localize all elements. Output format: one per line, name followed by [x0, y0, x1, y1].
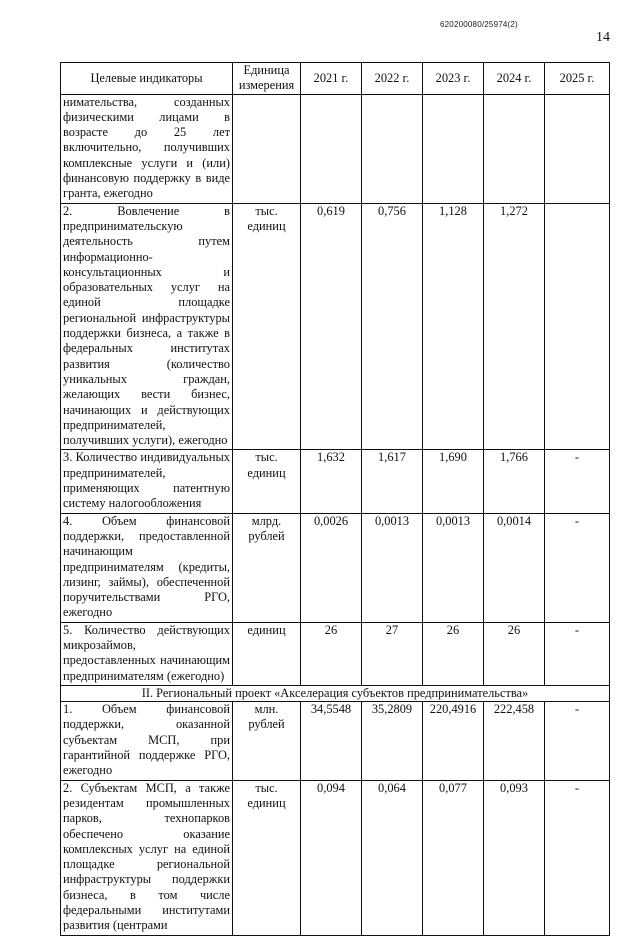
value-2025: - — [545, 622, 610, 685]
unit-cell: млрд. рублей — [233, 513, 301, 622]
table-row — [61, 203, 610, 450]
column-header-2021: 2021 г. — [301, 63, 362, 95]
table-row — [61, 622, 610, 685]
value-2025 — [545, 94, 610, 203]
column-header-2022: 2022 г. — [362, 63, 423, 95]
value-2024: 0,093 — [484, 780, 545, 935]
value-2023: 0,0013 — [423, 513, 484, 622]
indicator-cell: 4. Объем финансовой поддержки, предоставленной начинающим предпринимателям (кредиты, лизинг, займы), обеспеченной поручительствами РГО, ежегодно — [61, 513, 233, 622]
table-row — [61, 450, 610, 513]
value-2022 — [362, 94, 423, 203]
section-row — [61, 685, 610, 701]
unit-cell: тыс. единиц — [233, 450, 301, 513]
value-2025 — [545, 203, 610, 450]
unit-cell — [233, 94, 301, 203]
value-2021 — [301, 94, 362, 203]
column-header-2024: 2024 г. — [484, 63, 545, 95]
value-2022: 0,0013 — [362, 513, 423, 622]
indicator-cell: 2. Субъектам МСП, а также резидентам промышленных парков, технопарков обеспечено оказание комплексных услуг на единой площадке региональной инфраструктуры поддержки бизнеса, в том числе федеральными институтами развития (центрами — [61, 780, 233, 935]
value-2021: 1,632 — [301, 450, 362, 513]
unit-cell: тыс. единиц — [233, 780, 301, 935]
value-2023: 26 — [423, 622, 484, 685]
indicators-table — [60, 62, 610, 936]
value-2021: 26 — [301, 622, 362, 685]
value-2021: 0,0026 — [301, 513, 362, 622]
document-code: 620200080/25974(2) — [440, 20, 518, 29]
unit-cell: млн. рублей — [233, 702, 301, 780]
value-2024: 222,458 — [484, 702, 545, 780]
indicator-cell: 1. Объем финансовой поддержки, оказанной субъектам МСП, при гарантийной поддержке РГО, ежегодно — [61, 702, 233, 780]
indicator-cell: 3. Количество индивидуальных предпринимателей, применяющих патентную систему налогообложения — [61, 450, 233, 513]
value-2025: - — [545, 513, 610, 622]
indicator-cell: 5. Количество действующих микрозаймов, предоставленных начинающим предпринимателям (ежегодно) — [61, 622, 233, 685]
value-2024: 1,766 — [484, 450, 545, 513]
value-2022: 35,2809 — [362, 702, 423, 780]
column-header-2025: 2025 г. — [545, 63, 610, 95]
indicator-cell: нимательства, созданных физическими лицами в возрасте до 25 лет включительно, получивших комплексные услуги и (или) финансовую поддержку в виде гранта, ежегодно — [61, 94, 233, 203]
indicator-cell: 2. Вовлечение в предпринимательскую деятельность путем информационно-консультационных и образовательных услуг на единой площадке региональной инфраструктуры поддержки бизнеса, а также в федеральных институтах развития (количество уникальных граждан, желающих вести бизнес, начинающих и действующих предпринимателей, получивших услуги), ежегодно — [61, 203, 233, 450]
table-row — [61, 780, 610, 935]
value-2021: 34,5548 — [301, 702, 362, 780]
value-2025: - — [545, 702, 610, 780]
value-2021: 0,619 — [301, 203, 362, 450]
value-2024: 26 — [484, 622, 545, 685]
table-header-row — [61, 63, 610, 95]
value-2024 — [484, 94, 545, 203]
value-2022: 27 — [362, 622, 423, 685]
column-header-2023: 2023 г. — [423, 63, 484, 95]
value-2023 — [423, 94, 484, 203]
value-2023: 0,077 — [423, 780, 484, 935]
column-header-unit: Единица измерения — [233, 63, 301, 95]
unit-cell: тыс. единиц — [233, 203, 301, 450]
section-title: II. Региональный проект «Акселерация субъектов предпринимательства» — [61, 685, 610, 701]
table-row — [61, 702, 610, 780]
value-2025: - — [545, 450, 610, 513]
value-2022: 1,617 — [362, 450, 423, 513]
table-row — [61, 94, 610, 203]
value-2023: 220,4916 — [423, 702, 484, 780]
value-2024: 1,272 — [484, 203, 545, 450]
value-2023: 1,128 — [423, 203, 484, 450]
value-2022: 0,064 — [362, 780, 423, 935]
value-2023: 1,690 — [423, 450, 484, 513]
value-2024: 0,0014 — [484, 513, 545, 622]
page-number: 14 — [596, 30, 610, 45]
value-2025: - — [545, 780, 610, 935]
unit-cell: единиц — [233, 622, 301, 685]
value-2022: 0,756 — [362, 203, 423, 450]
column-header-indicators: Целевые индикаторы — [61, 63, 233, 95]
value-2021: 0,094 — [301, 780, 362, 935]
table-row — [61, 513, 610, 622]
